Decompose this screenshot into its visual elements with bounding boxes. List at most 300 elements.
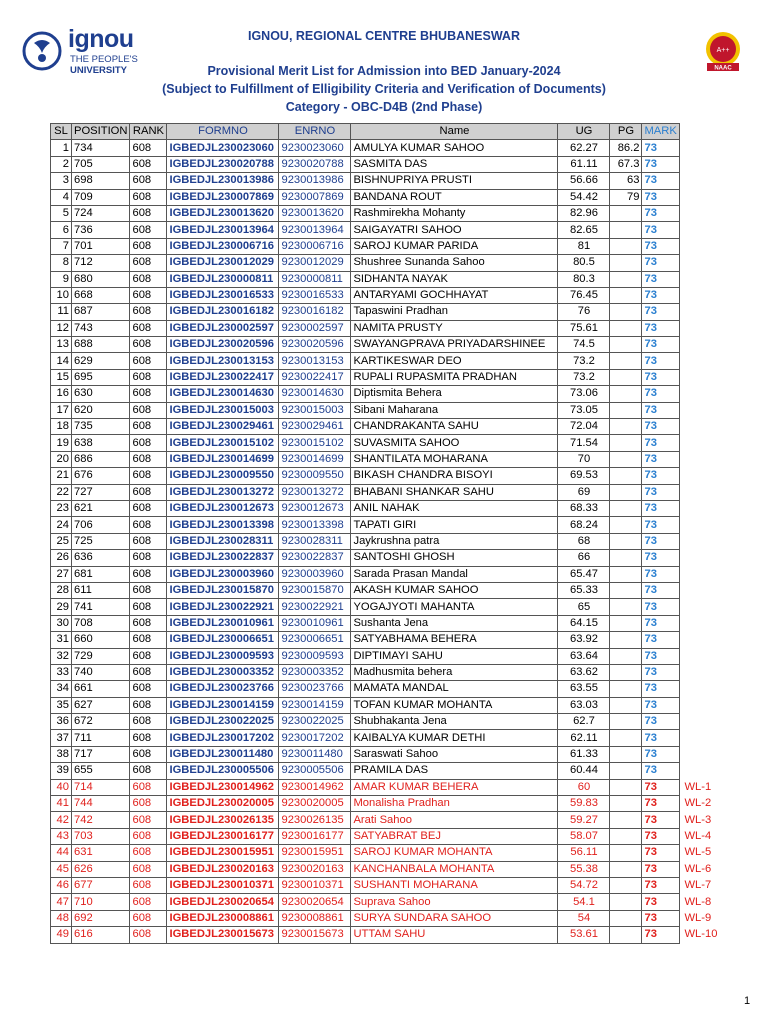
- row-position: 727: [72, 484, 130, 500]
- row-name: ANIL NAHAK: [351, 500, 558, 516]
- table-row: [51, 779, 720, 795]
- row-mark: 73: [642, 156, 680, 172]
- row-formno: IGBEDJL230015673: [167, 927, 279, 943]
- row-waitlist: [680, 730, 720, 746]
- row-formno: IGBEDJL230002597: [167, 320, 279, 336]
- row-mark: 73: [642, 812, 680, 828]
- logo-wordmark: ignou: [68, 25, 134, 53]
- row-position: 736: [72, 222, 130, 238]
- row-formno: IGBEDJL230015870: [167, 582, 279, 598]
- row-ug: 62.27: [558, 140, 610, 156]
- row-formno: IGBEDJL230022837: [167, 550, 279, 566]
- row-name: SATYABRAT BEJ: [351, 828, 558, 844]
- row-name: SURYA SUNDARA SAHOO: [351, 910, 558, 926]
- row-mark: 73: [642, 468, 680, 484]
- table-row: [51, 910, 720, 926]
- row-ug: 73.06: [558, 386, 610, 402]
- row-formno: IGBEDJL230026135: [167, 812, 279, 828]
- row-pg: 67.3: [610, 156, 642, 172]
- row-waitlist: WL-6: [684, 862, 712, 875]
- table-row: [51, 533, 720, 549]
- row-waitlist: [680, 337, 720, 353]
- row-name: RUPALI RUPASMITA PRADHAN: [351, 369, 558, 385]
- regional-centre-title: IGNOU, REGIONAL CENTRE BHUBANESWAR: [247, 29, 520, 43]
- row-formno: IGBEDJL230015102: [167, 435, 279, 451]
- row-waitlist: [680, 386, 720, 402]
- row-mark: 73: [642, 205, 680, 221]
- row-pg: [610, 238, 642, 254]
- table-row: [51, 845, 720, 861]
- row-mark: 73: [642, 451, 680, 467]
- row-ug: 80.5: [558, 255, 610, 271]
- row-rank: 608: [130, 714, 167, 730]
- row-formno: IGBEDJL230005506: [167, 763, 279, 779]
- row-position: 712: [72, 255, 130, 271]
- col-waitlist: [680, 124, 720, 140]
- row-position: 695: [72, 369, 130, 385]
- row-enrno: 9230006651: [279, 632, 351, 648]
- row-formno: IGBEDJL230014962: [167, 779, 279, 795]
- row-mark: 73: [642, 320, 680, 336]
- row-formno: IGBEDJL230020163: [167, 861, 279, 877]
- row-mark: 73: [642, 927, 680, 943]
- row-enrno: 9230015951: [279, 845, 351, 861]
- row-enrno: 9230016533: [279, 287, 351, 303]
- row-sl: 23: [51, 500, 72, 516]
- row-pg: [610, 353, 642, 369]
- row-pg: [610, 910, 642, 926]
- row-position: 616: [72, 927, 130, 943]
- row-enrno: 9230013964: [279, 222, 351, 238]
- row-waitlist: [680, 664, 720, 680]
- row-enrno: 9230028311: [279, 533, 351, 549]
- table-row: [51, 927, 720, 943]
- row-formno: IGBEDJL230023766: [167, 681, 279, 697]
- row-pg: [610, 664, 642, 680]
- row-formno: IGBEDJL230014699: [167, 451, 279, 467]
- row-mark: 73: [642, 173, 680, 189]
- row-rank: 608: [130, 828, 167, 844]
- row-ug: 68.33: [558, 500, 610, 516]
- row-enrno: 9230023060: [279, 140, 351, 156]
- row-sl: 27: [51, 566, 72, 582]
- row-sl: 2: [51, 156, 72, 172]
- table-row: [51, 746, 720, 762]
- row-ug: 56.66: [558, 173, 610, 189]
- row-position: 711: [72, 730, 130, 746]
- row-ug: 55.38: [558, 861, 610, 877]
- table-row: [51, 828, 720, 844]
- row-enrno: 9230008861: [279, 910, 351, 926]
- row-waitlist: [680, 517, 720, 533]
- row-position: 661: [72, 681, 130, 697]
- row-formno: IGBEDJL230016182: [167, 304, 279, 320]
- row-enrno: 9230016177: [279, 828, 351, 844]
- row-sl: 1: [51, 140, 72, 156]
- row-rank: 608: [130, 337, 167, 353]
- merit-list-table: [50, 123, 720, 944]
- row-formno: IGBEDJL230016177: [167, 828, 279, 844]
- row-waitlist: WL-9: [684, 911, 712, 924]
- row-sl: 18: [51, 419, 72, 435]
- row-name: SANTOSHI GHOSH: [351, 550, 558, 566]
- row-name: Sarada Prasan Mandal: [351, 566, 558, 582]
- row-mark: 73: [642, 697, 680, 713]
- row-name: NAMITA PRUSTY: [351, 320, 558, 336]
- row-waitlist: [680, 566, 720, 582]
- row-ug: 76.45: [558, 287, 610, 303]
- row-enrno: 9230013620: [279, 205, 351, 221]
- row-pg: [610, 402, 642, 418]
- row-formno: IGBEDJL230020788: [167, 156, 279, 172]
- col-formno: FORMNO: [167, 124, 279, 140]
- row-position: 705: [72, 156, 130, 172]
- row-position: 627: [72, 697, 130, 713]
- row-rank: 608: [130, 779, 167, 795]
- row-name: BHABANI SHANKAR SAHU: [351, 484, 558, 500]
- row-mark: 73: [642, 533, 680, 549]
- row-mark: 73: [642, 615, 680, 631]
- row-enrno: 9230011480: [279, 746, 351, 762]
- row-enrno: 9230022025: [279, 714, 351, 730]
- row-sl: 46: [51, 877, 72, 893]
- row-ug: 54.72: [558, 877, 610, 893]
- row-mark: 73: [642, 238, 680, 254]
- row-position: 638: [72, 435, 130, 451]
- row-mark: 73: [642, 419, 680, 435]
- row-enrno: 9230015870: [279, 582, 351, 598]
- row-rank: 608: [130, 205, 167, 221]
- row-position: 729: [72, 648, 130, 664]
- row-formno: IGBEDJL230029461: [167, 419, 279, 435]
- row-rank: 608: [130, 320, 167, 336]
- row-ug: 60: [558, 779, 610, 795]
- row-ug: 58.07: [558, 828, 610, 844]
- row-formno: IGBEDJL230003352: [167, 664, 279, 680]
- row-pg: [610, 435, 642, 451]
- row-rank: 608: [130, 369, 167, 385]
- row-enrno: 9230022417: [279, 369, 351, 385]
- row-pg: [610, 763, 642, 779]
- logo-tagline-2: UNIVERSITY: [70, 65, 128, 76]
- row-position: 630: [72, 386, 130, 402]
- row-rank: 608: [130, 730, 167, 746]
- row-enrno: 9230014159: [279, 697, 351, 713]
- row-ug: 73.2: [558, 353, 610, 369]
- row-waitlist: [680, 189, 720, 205]
- row-waitlist: [680, 205, 720, 221]
- row-position: 687: [72, 304, 130, 320]
- row-name: Shubhakanta Jena: [351, 714, 558, 730]
- row-rank: 608: [130, 746, 167, 762]
- row-enrno: 9230020596: [279, 337, 351, 353]
- row-enrno: 9230013986: [279, 173, 351, 189]
- row-enrno: 9230009550: [279, 468, 351, 484]
- list-title: Provisional Merit List for Admission into BED January-2024: [207, 64, 561, 78]
- row-waitlist: [680, 615, 720, 631]
- list-category: Category - OBC-D4B (2nd Phase): [285, 100, 483, 114]
- row-enrno: 9230005506: [279, 763, 351, 779]
- row-ug: 61.33: [558, 746, 610, 762]
- row-pg: [610, 615, 642, 631]
- row-enrno: 9230026135: [279, 812, 351, 828]
- row-mark: 73: [642, 648, 680, 664]
- row-pg: [610, 484, 642, 500]
- row-formno: IGBEDJL230013272: [167, 484, 279, 500]
- table-row: [51, 435, 720, 451]
- table-row: [51, 205, 720, 221]
- row-enrno: 9230002597: [279, 320, 351, 336]
- row-sl: 37: [51, 730, 72, 746]
- row-waitlist: [680, 140, 720, 156]
- row-rank: 608: [130, 615, 167, 631]
- row-formno: IGBEDJL230007869: [167, 189, 279, 205]
- row-pg: [610, 681, 642, 697]
- row-pg: [610, 877, 642, 893]
- table-row: [51, 517, 720, 533]
- row-waitlist: [680, 451, 720, 467]
- row-sl: 30: [51, 615, 72, 631]
- row-rank: 608: [130, 238, 167, 254]
- table-row: [51, 402, 720, 418]
- row-sl: 36: [51, 714, 72, 730]
- row-mark: 73: [642, 861, 680, 877]
- row-name: KAIBALYA KUMAR DETHI: [351, 730, 558, 746]
- table-header-row: [51, 124, 720, 140]
- row-mark: 73: [642, 222, 680, 238]
- table-row: [51, 222, 720, 238]
- row-enrno: 9230007869: [279, 189, 351, 205]
- row-pg: [610, 386, 642, 402]
- row-position: 681: [72, 566, 130, 582]
- table-row: [51, 369, 720, 385]
- row-rank: 608: [130, 304, 167, 320]
- row-waitlist: WL-7: [684, 879, 712, 892]
- row-ug: 60.44: [558, 763, 610, 779]
- row-position: 660: [72, 632, 130, 648]
- row-waitlist: WL-2: [684, 797, 712, 810]
- row-ug: 80.3: [558, 271, 610, 287]
- row-name: SWAYANGPRAVA PRIYADARSHINEE: [351, 337, 558, 353]
- row-rank: 608: [130, 648, 167, 664]
- row-pg: [610, 337, 642, 353]
- row-pg: 63: [610, 173, 642, 189]
- col-sl: SL: [51, 124, 72, 140]
- row-mark: 73: [642, 845, 680, 861]
- row-name: SAROJ KUMAR PARIDA: [351, 238, 558, 254]
- table-row: [51, 632, 720, 648]
- row-name: Sushanta Jena: [351, 615, 558, 631]
- row-waitlist: [680, 255, 720, 271]
- row-pg: [610, 648, 642, 664]
- row-name: AMAR KUMAR BEHERA: [351, 779, 558, 795]
- row-formno: IGBEDJL230011480: [167, 746, 279, 762]
- row-ug: 82.65: [558, 222, 610, 238]
- row-name: Shushree Sunanda Sahoo: [351, 255, 558, 271]
- row-ug: 66: [558, 550, 610, 566]
- row-rank: 608: [130, 599, 167, 615]
- row-name: BIKASH CHANDRA BISOYI: [351, 468, 558, 484]
- row-waitlist: [680, 599, 720, 615]
- page-number: 1: [744, 995, 751, 1007]
- row-sl: 8: [51, 255, 72, 271]
- row-pg: [610, 271, 642, 287]
- row-pg: [610, 632, 642, 648]
- row-sl: 42: [51, 812, 72, 828]
- row-rank: 608: [130, 812, 167, 828]
- row-sl: 26: [51, 550, 72, 566]
- row-position: 701: [72, 238, 130, 254]
- row-ug: 68: [558, 533, 610, 549]
- row-waitlist: [680, 238, 720, 254]
- row-name: Arati Sahoo: [351, 812, 558, 828]
- row-waitlist: WL-3: [684, 813, 712, 826]
- row-position: 703: [72, 828, 130, 844]
- row-mark: 73: [642, 140, 680, 156]
- table-row: [51, 337, 720, 353]
- row-name: SASMITA DAS: [351, 156, 558, 172]
- col-rank: RANK: [130, 124, 167, 140]
- table-row: [51, 255, 720, 271]
- row-ug: 74.5: [558, 337, 610, 353]
- row-enrno: 9230010371: [279, 877, 351, 893]
- row-waitlist: WL-8: [684, 895, 712, 908]
- row-enrno: 9230017202: [279, 730, 351, 746]
- row-mark: 73: [642, 582, 680, 598]
- row-rank: 608: [130, 927, 167, 943]
- row-sl: 29: [51, 599, 72, 615]
- row-pg: [610, 320, 642, 336]
- row-waitlist: [680, 468, 720, 484]
- row-sl: 38: [51, 746, 72, 762]
- row-position: 611: [72, 582, 130, 598]
- row-ug: 75.61: [558, 320, 610, 336]
- row-sl: 21: [51, 468, 72, 484]
- row-pg: [610, 730, 642, 746]
- table-row: [51, 697, 720, 713]
- row-sl: 6: [51, 222, 72, 238]
- row-sl: 14: [51, 353, 72, 369]
- row-formno: IGBEDJL230010961: [167, 615, 279, 631]
- row-pg: [610, 861, 642, 877]
- row-mark: 73: [642, 500, 680, 516]
- row-waitlist: [680, 697, 720, 713]
- row-ug: 76: [558, 304, 610, 320]
- row-name: TOFAN KUMAR MOHANTA: [351, 697, 558, 713]
- row-enrno: 9230023766: [279, 681, 351, 697]
- row-name: MAMATA MANDAL: [351, 681, 558, 697]
- row-sl: 15: [51, 369, 72, 385]
- row-enrno: 9230003960: [279, 566, 351, 582]
- row-pg: [610, 566, 642, 582]
- table-row: [51, 664, 720, 680]
- row-rank: 608: [130, 894, 167, 910]
- row-rank: 608: [130, 271, 167, 287]
- row-position: 709: [72, 189, 130, 205]
- row-waitlist: [680, 353, 720, 369]
- row-sl: 39: [51, 763, 72, 779]
- row-formno: IGBEDJL230028311: [167, 533, 279, 549]
- row-rank: 608: [130, 582, 167, 598]
- row-waitlist: [680, 582, 720, 598]
- row-waitlist: [680, 746, 720, 762]
- table-row: [51, 812, 720, 828]
- row-enrno: 9230015673: [279, 927, 351, 943]
- row-ug: 54.42: [558, 189, 610, 205]
- row-sl: 33: [51, 664, 72, 680]
- row-waitlist: [680, 681, 720, 697]
- row-position: 725: [72, 533, 130, 549]
- row-pg: [610, 697, 642, 713]
- row-position: 686: [72, 451, 130, 467]
- row-enrno: 9230020163: [279, 861, 351, 877]
- row-mark: 73: [642, 664, 680, 680]
- row-rank: 608: [130, 861, 167, 877]
- row-name: DIPTIMAYI SAHU: [351, 648, 558, 664]
- row-waitlist: [680, 648, 720, 664]
- row-mark: 73: [642, 730, 680, 746]
- row-mark: 73: [642, 796, 680, 812]
- row-formno: IGBEDJL230009593: [167, 648, 279, 664]
- row-mark: 73: [642, 337, 680, 353]
- row-mark: 73: [642, 287, 680, 303]
- table-row: [51, 714, 720, 730]
- row-pg: [610, 500, 642, 516]
- row-ug: 73.2: [558, 369, 610, 385]
- logo-tagline-1: THE PEOPLE'S: [70, 54, 138, 65]
- row-waitlist: [680, 500, 720, 516]
- row-enrno: 9230006716: [279, 238, 351, 254]
- row-waitlist: [680, 419, 720, 435]
- row-sl: 22: [51, 484, 72, 500]
- col-position: POSITION: [72, 124, 130, 140]
- row-name: Tapaswini Pradhan: [351, 304, 558, 320]
- row-ug: 63.62: [558, 664, 610, 680]
- row-rank: 608: [130, 500, 167, 516]
- row-name: SAROJ KUMAR MOHANTA: [351, 845, 558, 861]
- row-enrno: 9230015003: [279, 402, 351, 418]
- row-formno: IGBEDJL230017202: [167, 730, 279, 746]
- row-rank: 608: [130, 763, 167, 779]
- row-waitlist: [680, 287, 720, 303]
- row-enrno: 9230013272: [279, 484, 351, 500]
- row-waitlist: [680, 304, 720, 320]
- row-rank: 608: [130, 697, 167, 713]
- badge-grade: A++: [716, 47, 730, 54]
- row-waitlist: WL-10: [684, 928, 718, 941]
- table-row: [51, 353, 720, 369]
- row-sl: 4: [51, 189, 72, 205]
- row-pg: [610, 255, 642, 271]
- row-sl: 16: [51, 386, 72, 402]
- table-row: [51, 484, 720, 500]
- table-row: [51, 468, 720, 484]
- row-name: Jaykrushna patra: [351, 533, 558, 549]
- row-sl: 41: [51, 796, 72, 812]
- row-sl: 31: [51, 632, 72, 648]
- row-formno: IGBEDJL230023060: [167, 140, 279, 156]
- row-formno: IGBEDJL230022025: [167, 714, 279, 730]
- table-row: [51, 386, 720, 402]
- col-mark: MARK: [642, 124, 680, 140]
- row-ug: 72.04: [558, 419, 610, 435]
- row-mark: 73: [642, 255, 680, 271]
- row-pg: [610, 746, 642, 762]
- row-position: 621: [72, 500, 130, 516]
- table-row: [51, 451, 720, 467]
- row-rank: 608: [130, 451, 167, 467]
- table-row: [51, 189, 720, 205]
